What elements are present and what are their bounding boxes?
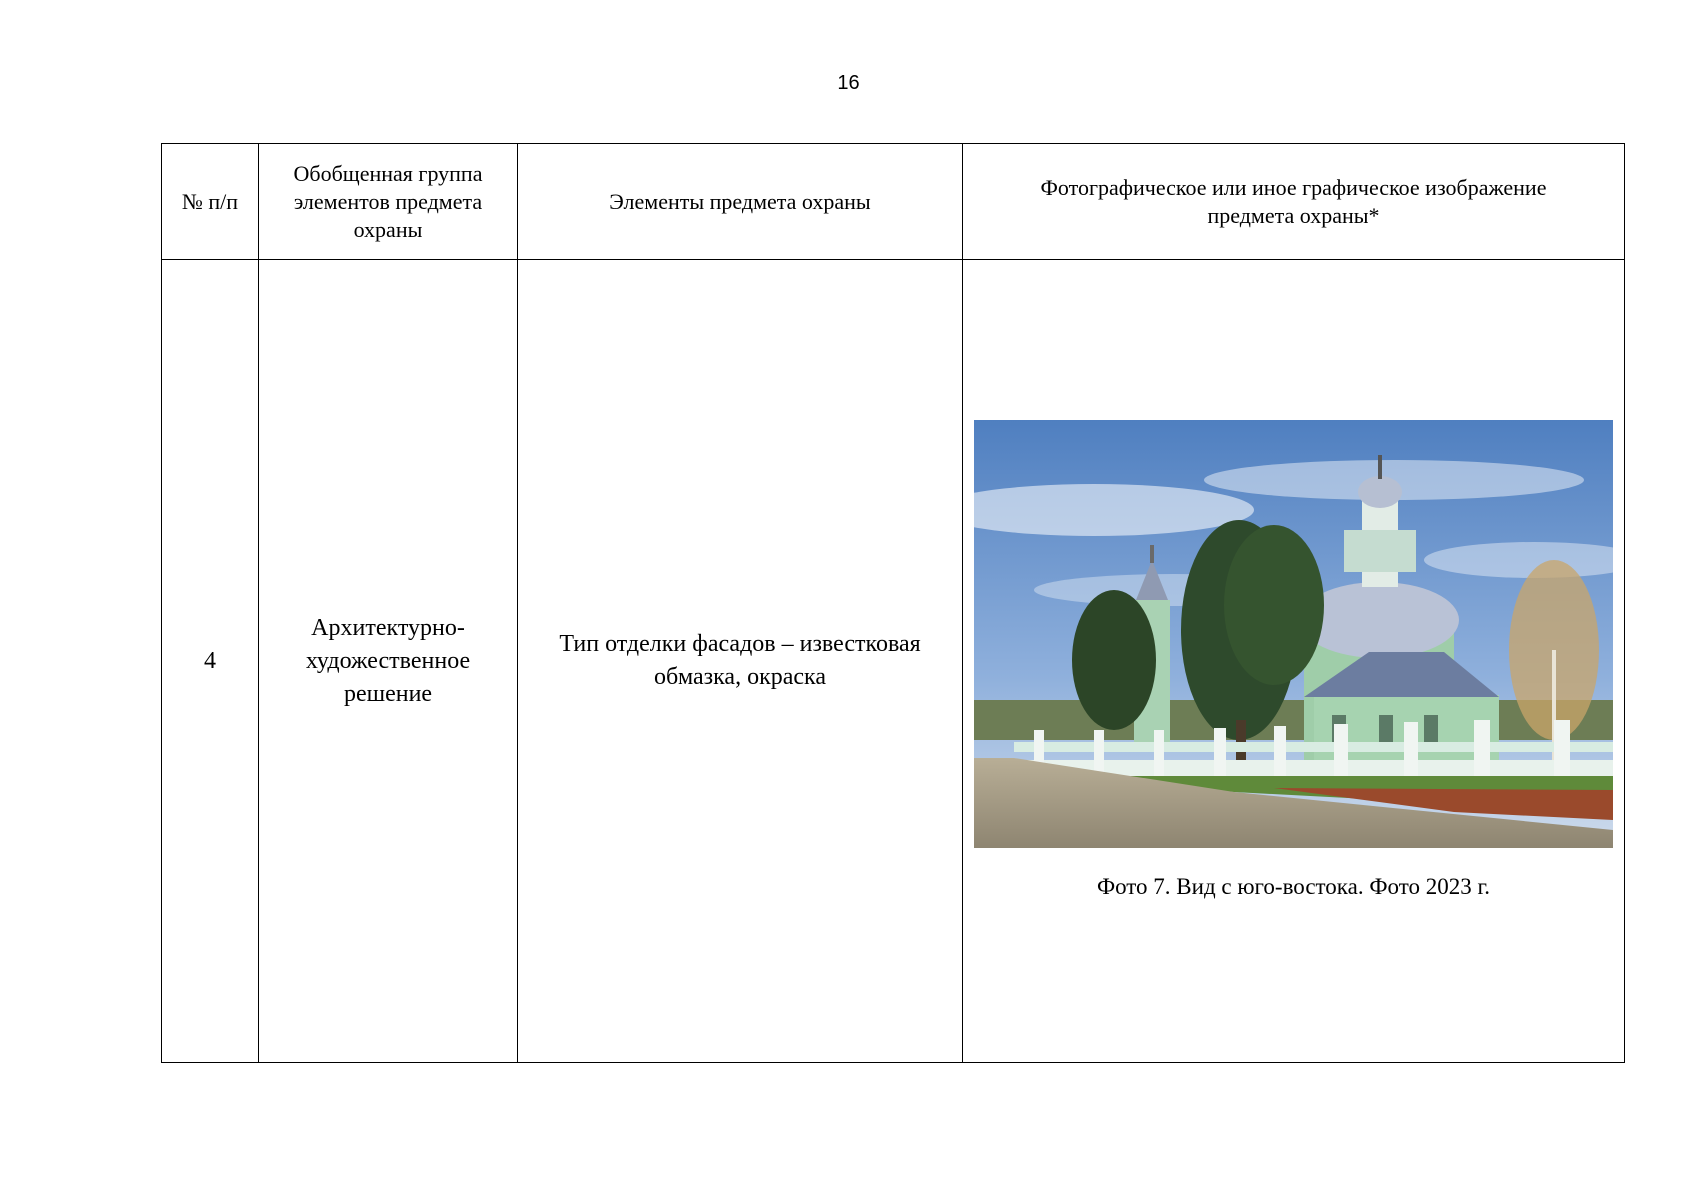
church-photo xyxy=(974,420,1613,848)
header-image: Фотографическое или иное графическое изображение предмета охраны* xyxy=(963,144,1625,260)
cell-photo xyxy=(963,260,1625,1063)
photo-block xyxy=(963,420,1624,902)
protection-table xyxy=(161,143,1625,1063)
header-number: № п/п xyxy=(162,144,259,260)
cell-number: 4 xyxy=(162,260,259,1063)
table-header-row xyxy=(162,144,1625,260)
table-row xyxy=(162,260,1625,1063)
header-group: Обобщенная группа элементов предмета охраны xyxy=(259,144,518,260)
cell-elements: Тип отделки фасадов – известковая обмазка, окраска xyxy=(518,260,963,1063)
header-elements: Элементы предмета охраны xyxy=(518,144,963,260)
photo-caption: Фото 7. Вид с юго-востока. Фото 2023 г. xyxy=(1096,874,1491,899)
page-number: 16 xyxy=(837,72,860,94)
cell-group: Архитектурно-художественное решение xyxy=(259,260,518,1063)
